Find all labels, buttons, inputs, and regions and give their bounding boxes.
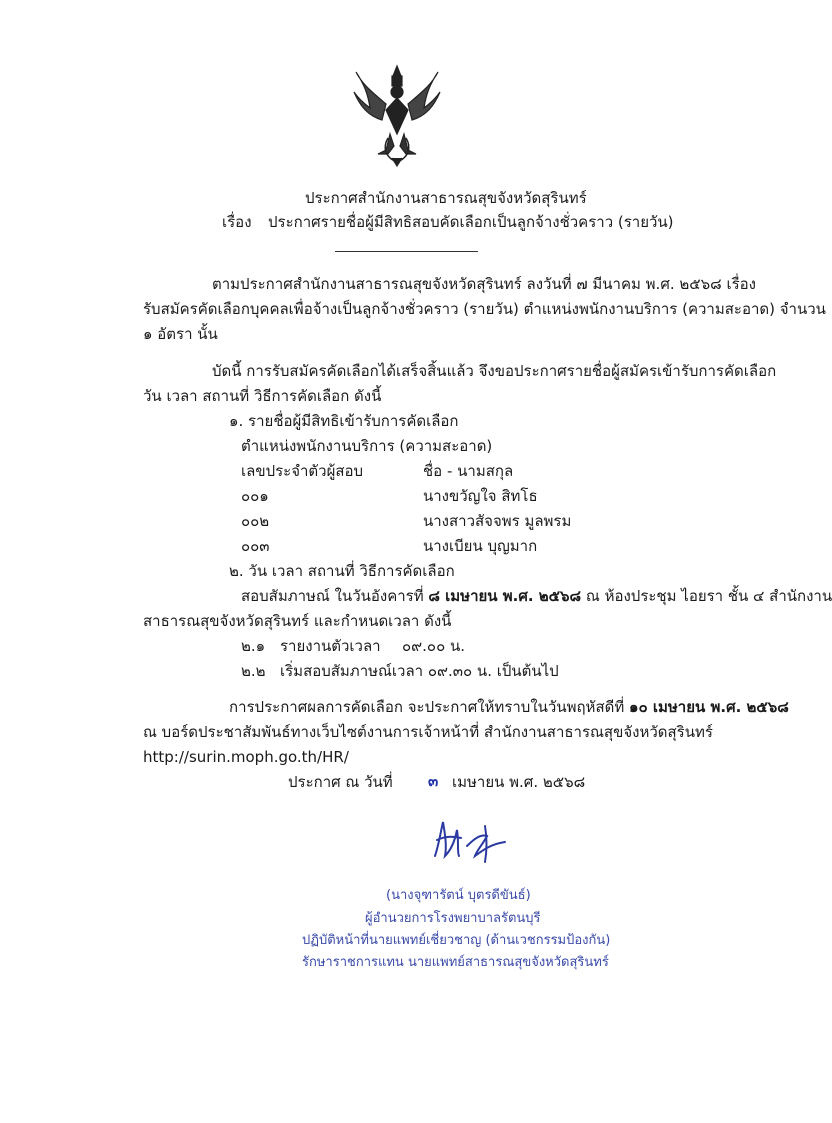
- interview-location: ณ ห้องประชุม ไอยรา ชั้น ๔ สำนักงาน: [581, 587, 832, 605]
- candidate-id: ๐๐๓: [241, 537, 270, 555]
- section1-position: ตำแหน่งพนักงานบริการ (ความสะอาด): [241, 437, 493, 455]
- handwritten-signature: [425, 816, 515, 866]
- candidate-name: นางขวัญใจ สิทโธ: [423, 487, 538, 505]
- interview-line2: สาธารณสุขจังหวัดสุรินทร์ และกำหนดเวลา ดังนี้: [143, 612, 452, 630]
- candidate-name: นางสาวสัจจพร มูลพรม: [423, 512, 572, 530]
- interview-date-pre: สอบสัมภาษณ์ ในวันอังคารที่: [241, 587, 429, 605]
- announce-suffix: เมษายน พ.ศ. ๒๕๖๘: [452, 773, 586, 791]
- section2-heading: ๒. วัน เวลา สถานที่ วิธีการคัดเลือก: [229, 562, 455, 580]
- interview-date-line: [241, 586, 832, 606]
- section1-heading: ๑. รายชื่อผู้มีสิทธิเข้ารับการคัดเลือก: [229, 412, 459, 430]
- signatory-name: (นางจุฑารัตน์ บุตรดีขันธ์): [386, 888, 531, 903]
- hr-website-url: http://surin.moph.go.th/HR/: [143, 748, 349, 766]
- candidate-name: นางเบียน บุญมาก: [423, 537, 538, 555]
- schedule-item-no: ๒.๒: [241, 662, 266, 680]
- document-title: ประกาศสำนักงานสาธารณสุขจังหวัดสุรินทร์: [305, 189, 587, 207]
- schedule-item-text: เริ่มสอบสัมภาษณ์เวลา ๐๙.๓๐ น. เป็นต้นไป: [280, 662, 559, 680]
- signatory-title-2: ปฏิบัติหน้าที่นายแพทย์เชี่ยวชาญ (ด้านเวชกรรมป้องกัน): [302, 933, 611, 948]
- signatory-title-3: รักษาราชการแทน นายแพทย์สาธารณสุขจังหวัดสุรินทร์: [302, 955, 609, 970]
- schedule-item-time: ๐๙.๐๐ น.: [402, 637, 466, 655]
- subject-label: เรื่อง: [222, 213, 252, 231]
- interview-date: ๘ เมษายน พ.ศ. ๒๕๖๘: [428, 587, 582, 605]
- schedule-item-label: รายงานตัวเวลา: [280, 637, 381, 655]
- subject-text: ประกาศรายชื่อผู้มีสิทธิสอบคัดเลือกเป็นลูกจ้างชั่วคราว (รายวัน): [268, 213, 674, 231]
- result-announcement-line: [229, 697, 789, 717]
- announce-prefix: ประกาศ ณ วันที่: [288, 773, 393, 791]
- column-header-name: ชื่อ - นามสกุล: [423, 462, 514, 480]
- candidate-id: ๐๐๑: [241, 487, 269, 505]
- para1-line3: ๑ อัตรา นั้น: [143, 325, 218, 343]
- schedule-item-no: ๒.๑: [241, 637, 266, 655]
- result-date: ๑๐ เมษายน พ.ศ. ๒๕๖๘: [629, 698, 789, 716]
- para2-line1: บัดนี้ การรับสมัครคัดเลือกได้เสร็จสิ้นแล้ว จึงขอประกาศรายชื่อผู้สมัครเข้ารับการคัดเลือก: [212, 362, 777, 380]
- para1-line2: รับสมัครคัดเลือกบุคคลเพื่อจ้างเป็นลูกจ้างชั่วคราว (รายวัน) ตำแหน่งพนักงานบริการ (ความสะอาด) จำนวน: [143, 300, 826, 318]
- para1-line1: ตามประกาศสำนักงานสาธารณสุขจังหวัดสุรินทร์ ลงวันที่ ๗ มีนาคม พ.ศ. ๒๕๖๘ เรื่อง: [212, 275, 756, 293]
- header-divider: [335, 251, 478, 252]
- para2-line2: วัน เวลา สถานที่ วิธีการคัดเลือก ดังนี้: [143, 387, 382, 405]
- signatory-title-1: ผู้อำนวยการโรงพยาบาลรัตนบุรี: [365, 911, 541, 926]
- candidate-id: ๐๐๒: [241, 512, 270, 530]
- result-board-line: ณ บอร์ดประชาสัมพันธ์ทางเว็บไซต์งานการเจ้าหน้าที่ สำนักงานสาธารณสุขจังหวัดสุรินทร์: [143, 723, 713, 741]
- announce-day: ๓: [428, 772, 439, 790]
- column-header-id: เลขประจำตัวผู้สอบ: [241, 462, 364, 480]
- garuda-emblem-icon: [352, 62, 442, 167]
- result-announcement-pre: การประกาศผลการคัดเลือก จะประกาศให้ทราบในวันพฤหัสดีที่: [229, 698, 629, 716]
